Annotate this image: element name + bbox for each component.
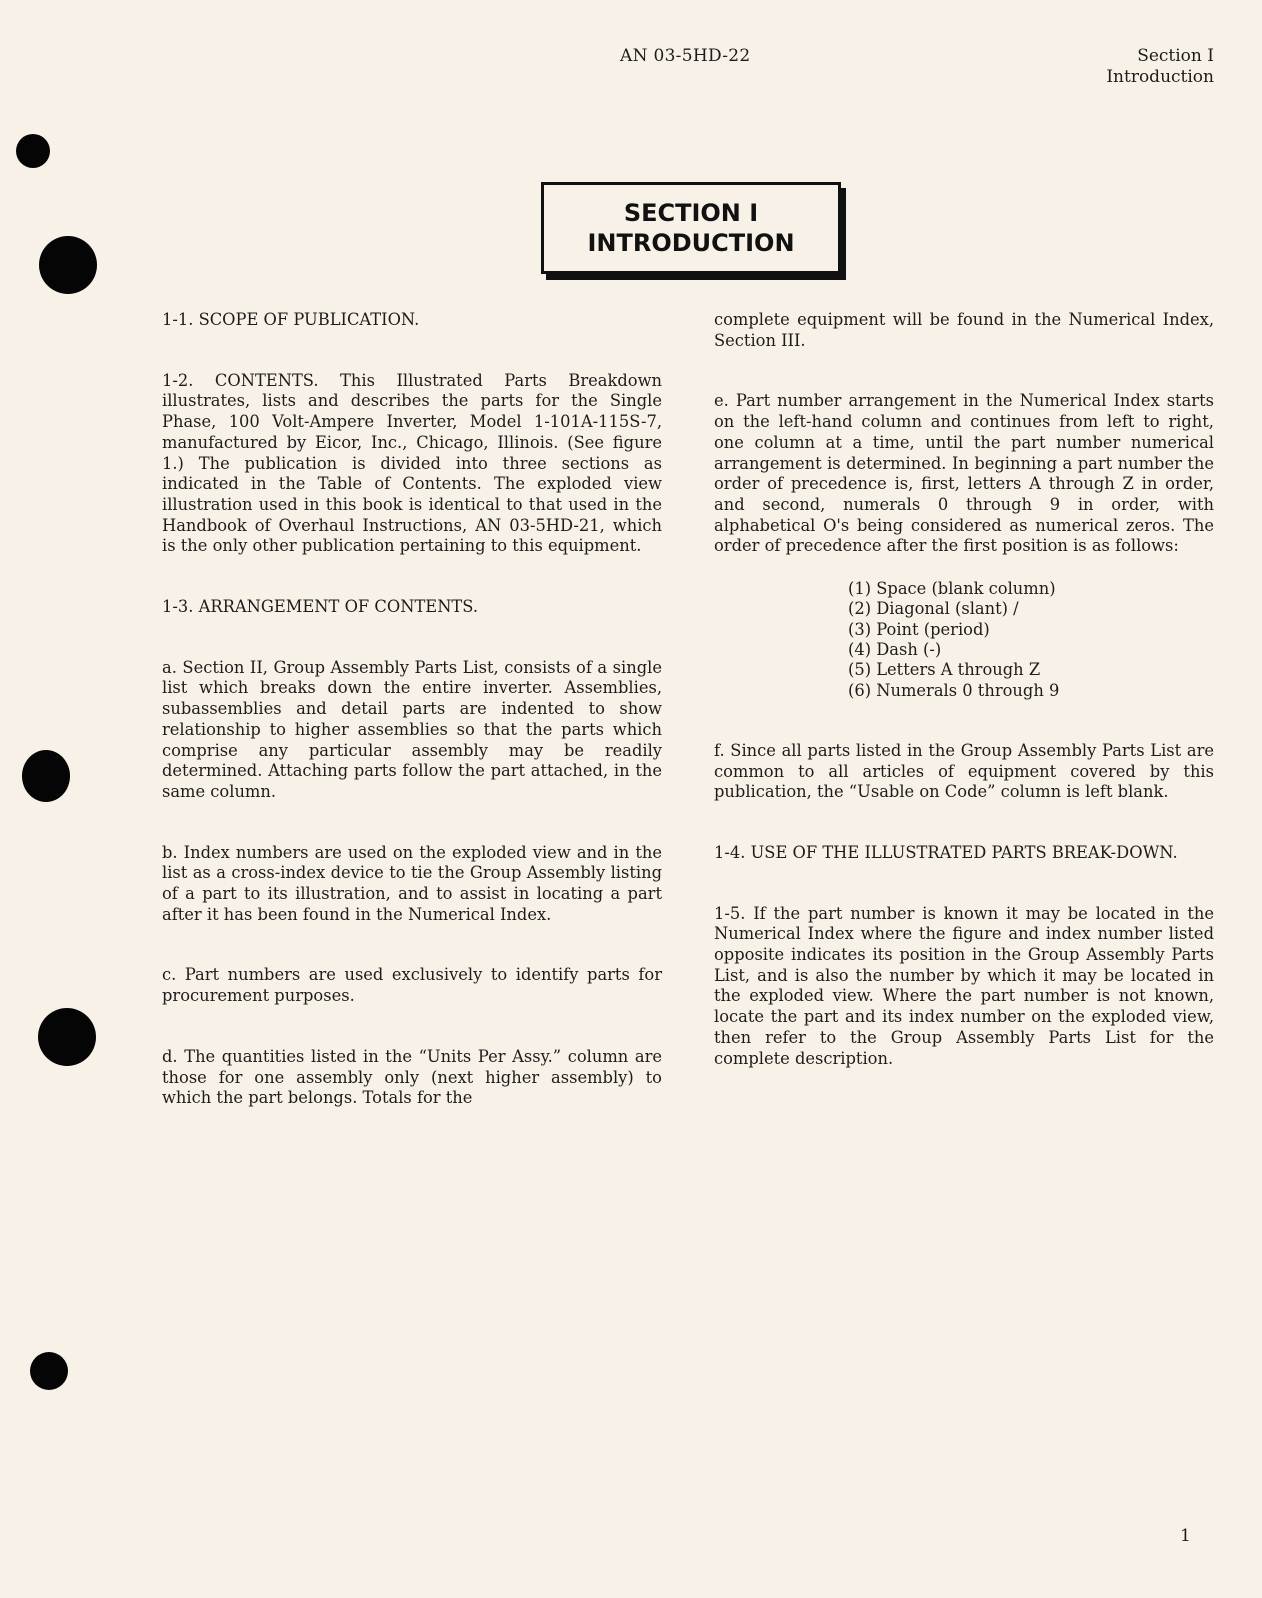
section-title-line2: INTRODUCTION: [587, 229, 795, 257]
page-number: 1: [1180, 1526, 1191, 1546]
document-number: AN 03-5HD-22: [620, 46, 751, 66]
left-column: [162, 310, 662, 1149]
heading-arrangement-of-contents: 1-3. ARRANGEMENT OF CONTENTS.: [162, 597, 479, 617]
binder-hole-5: [30, 1352, 68, 1390]
heading-scope-of-publication: 1-1. SCOPE OF PUBLICATION.: [162, 310, 420, 329]
right-column: [714, 310, 1214, 1109]
list-item: (5) Letters A through Z: [848, 660, 1041, 680]
section-header-line1: Section I: [1137, 46, 1214, 66]
paragraph-use-of-ipb: 1-5. If the part number is known it may be located in the Numerical Index where the figure and index number listed opposite indicates its position in the Group Assembly Parts List, and is also the number by which it may be located in the exploded view. Where the part number is not known, locate the part and its index number on the exploded view, then refer to the Group Assembly Parts List for the complete description.: [714, 903, 1214, 1068]
section-title-line1: SECTION I: [623, 199, 759, 227]
paragraph-f: f. Since all parts listed in the Group Assembly Parts List are common to all articles of equipment covered by this publication, the “Usable on Code” column is left blank.: [714, 740, 1214, 802]
paragraph-a: a. Section II, Group Assembly Parts List, consists of a single list which breaks down the entire inverter. Assemblies, subassemblies and detail parts are indented to show relationship to higher assemblies so that the parts which comprise any particular assembly may be readily determined. Attaching parts follow the part attached, in the same column.: [162, 657, 662, 801]
binder-hole-4: [38, 1008, 96, 1066]
section-title-box: [541, 182, 841, 274]
list-item: (3) Point (period): [848, 619, 990, 639]
paragraph-c: c. Part numbers are used exclusively to identify parts for procurement purposes.: [162, 965, 662, 1006]
paragraph-b: b. Index numbers are used on the exploded view and in the list as a cross-index device to tie the Group Assembly listing of a part to its illustration, and to assist in locating a part after it has been found in the Numerical Index.: [162, 842, 662, 924]
binder-hole-3: [22, 750, 70, 802]
binder-hole-2: [39, 236, 97, 294]
precedence-list: [714, 579, 1214, 701]
heading-use-of-ipb: 1-4. USE OF THE ILLUSTRATED PARTS BREAK-DOWN.: [714, 842, 1178, 862]
paragraph-d: d. The quantities listed in the “Units Per Assy.” column are those for one assembly only (next higher assembly) to which the part belongs. Totals for the: [162, 1046, 662, 1108]
list-item: (1) Space (blank column): [848, 579, 1056, 599]
list-item: (2) Diagonal (slant) /: [848, 599, 1019, 619]
binder-hole-1: [16, 134, 50, 168]
paragraph-contents: 1-2. CONTENTS. This Illustrated Parts Breakdown illustrates, lists and describes the parts for the Single Phase, 100 Volt-Ampere Inverter, Model 1-101A-115S-7, manufactured by Eicor, Inc., Chicago, Illinois. (See figure 1.) The publication is divided into three sections as indicated in the Table of Contents. The exploded view illustration used in this book is identical to that used in the Handbook of Overhaul Instructions, AN 03-5HD-21, which is the only other publication pertaining to this equipment.: [162, 370, 662, 556]
paragraph-d-continued: complete equipment will be found in the Numerical Index, Section III.: [714, 310, 1214, 350]
section-header: [1106, 46, 1214, 88]
section-header-line2: Introduction: [1106, 67, 1214, 87]
list-item: (6) Numerals 0 through 9: [848, 680, 1060, 700]
paragraph-e: e. Part number arrangement in the Numerical Index starts on the left-hand column and continues from left to right, one column at a time, until the part number numerical arrangement is determined. In beginning a part number the order of precedence is, first, letters A through Z in order, and second, numerals 0 through 9 in order, with alphabetical O's being considered as numerical zeros. The order of precedence after the first position is as follows:: [714, 391, 1214, 556]
list-item: (4) Dash (-): [848, 639, 942, 659]
